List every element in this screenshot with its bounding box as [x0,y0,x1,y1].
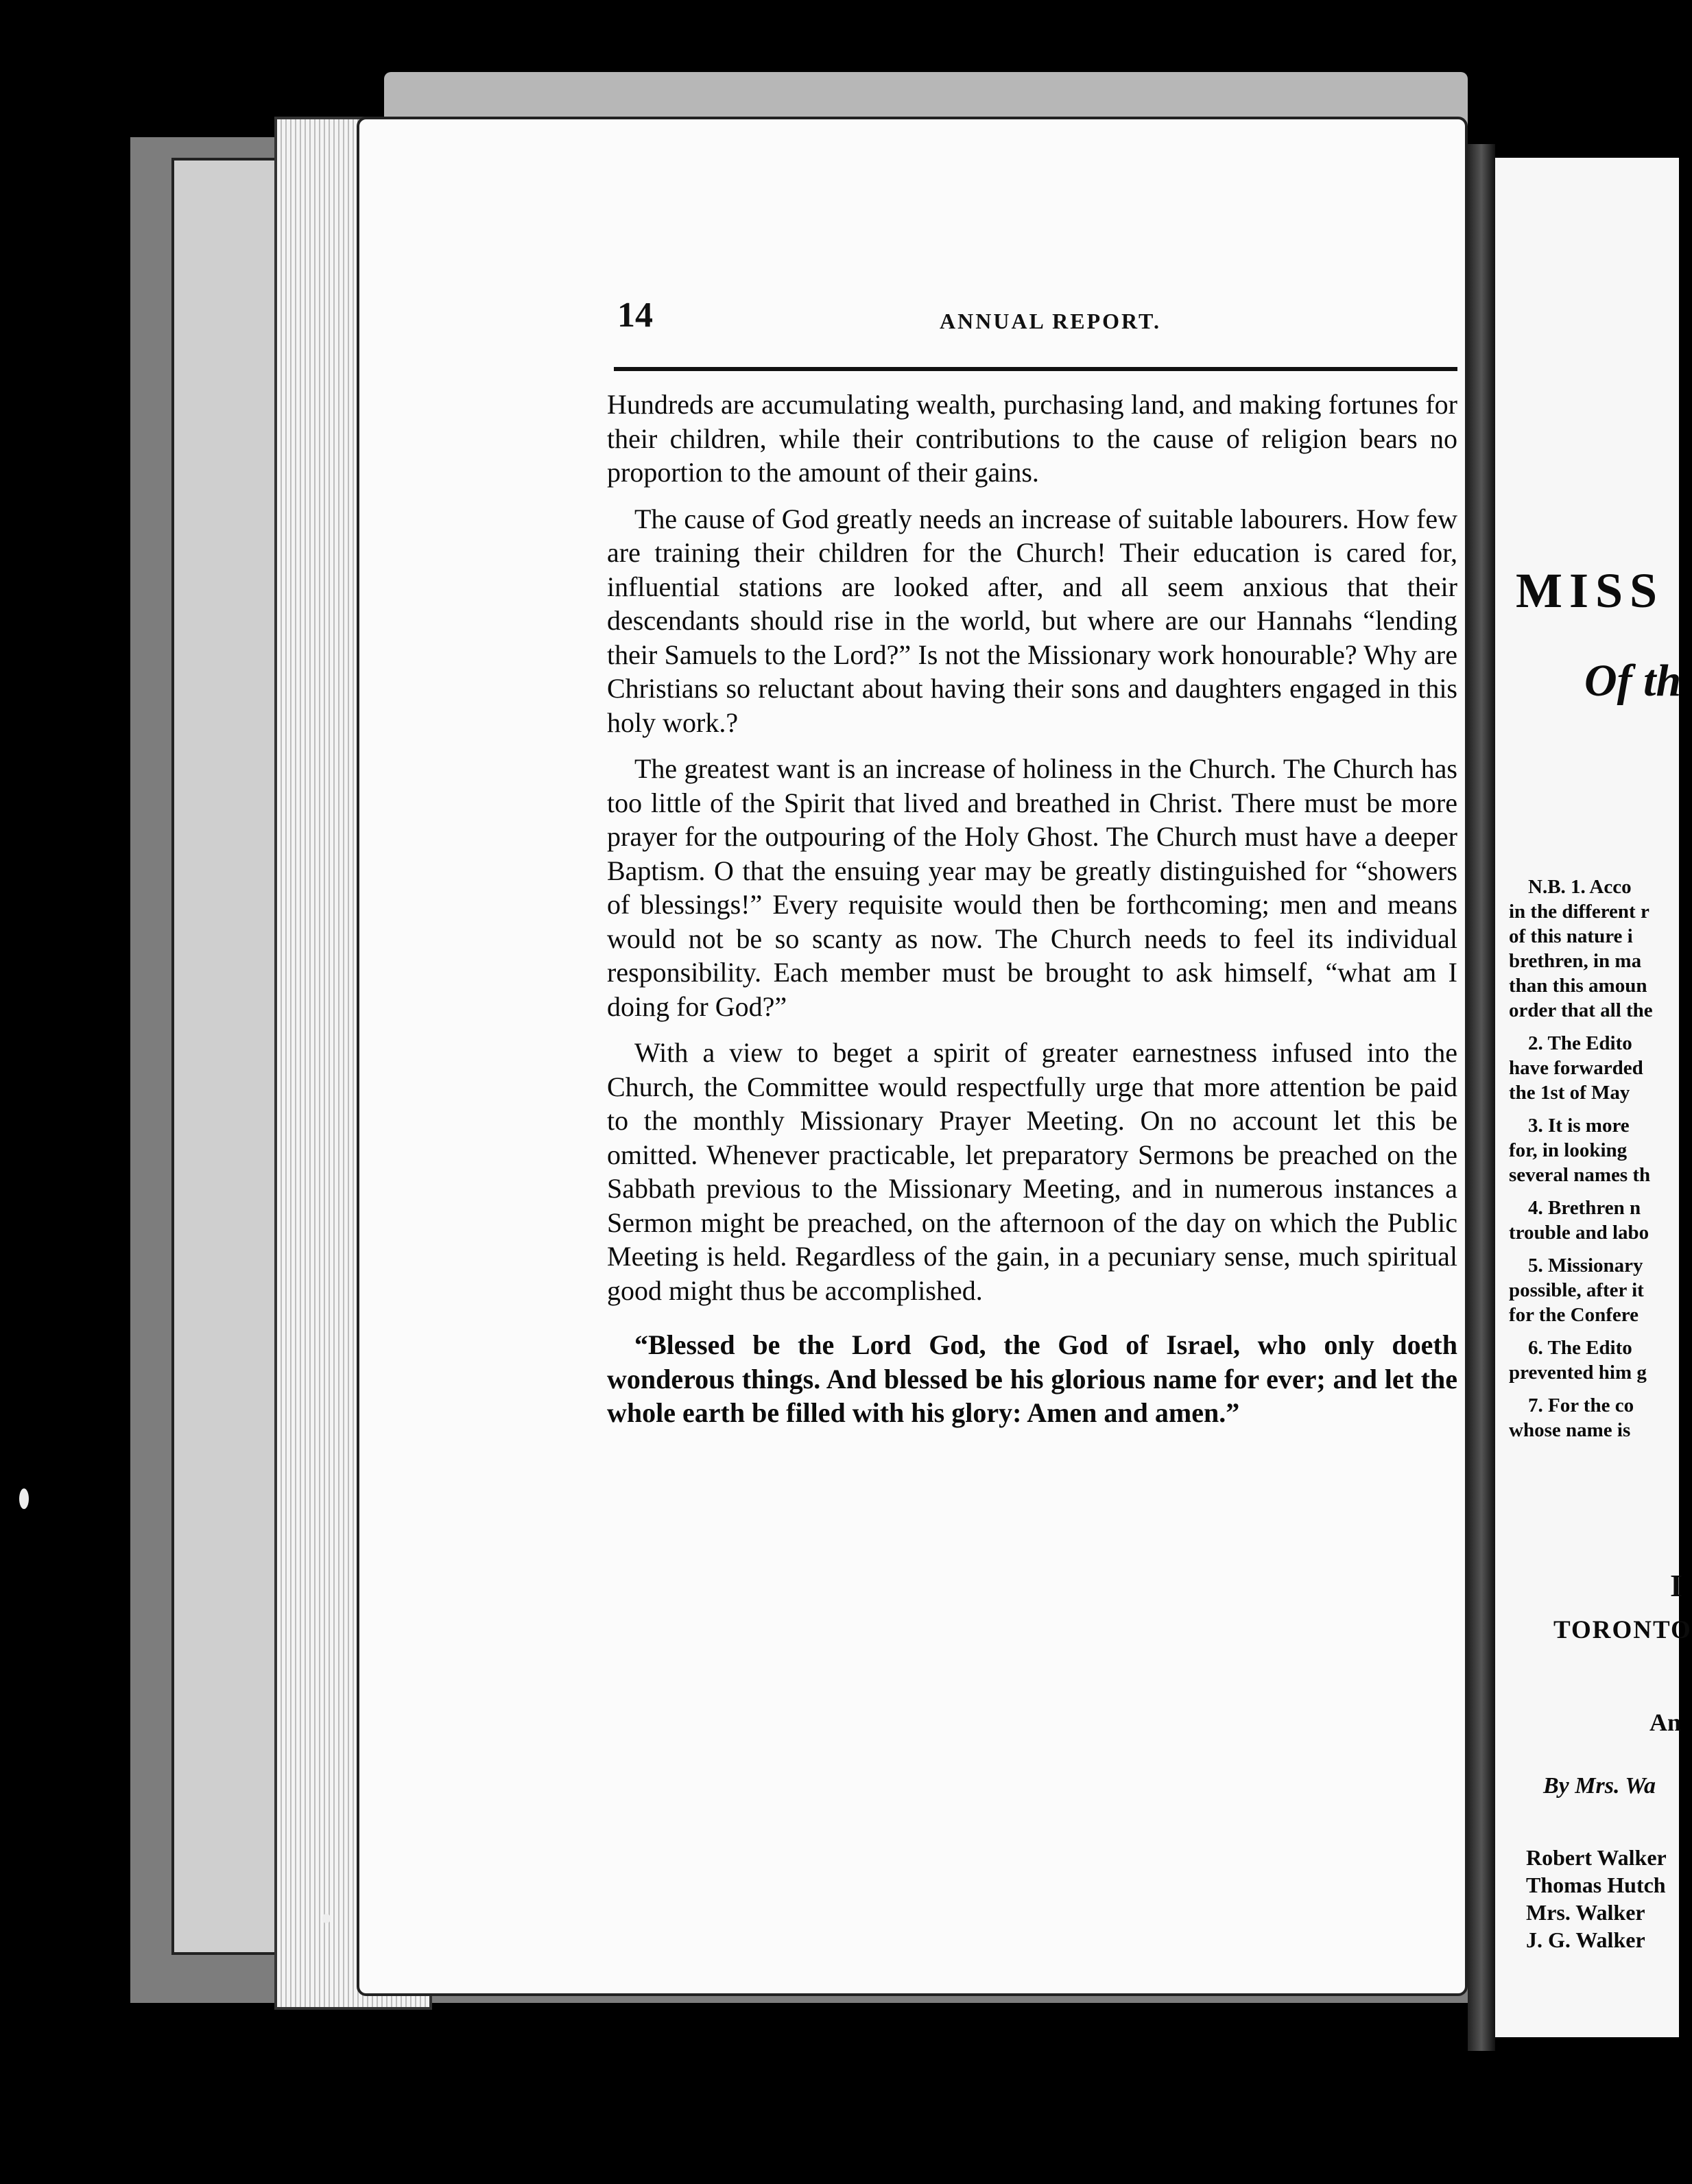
note-line: for, in looking [1509,1139,1628,1161]
note-line: brethren, in ma [1509,950,1642,972]
paragraph: Hundreds are accumulating wealth, purchasing land, and making fortunes for their children, while their contributions to the cause of religion bears no proportion to the amount of their gains. [607,389,1457,488]
note-line: have forwarded [1509,1057,1643,1079]
note-line: 5. Missionary [1528,1255,1643,1277]
name-entry: Mrs. Walker [1526,1900,1645,1925]
note-line: in the different r [1509,901,1649,923]
paragraph: The greatest want is an increase of holiness in the Church. The Church has too little of the Spirit that lived and breathed in Christ. There must be more prayer for the outpouring of the Holy Ghost. The Church must have a deeper Baptism. O that the ensuing year may be greatly distinguished for “showers of blessings!” Every requisite would then be forthcoming; men and means would not be so scanty as now. The Church needs to feel its individual responsibility. Each member must be brought to ask himself, “what am I doing for God?” [607,753,1457,1022]
right-page-byline: By Mrs. Wa [1543,1773,1656,1799]
note-line: 4. Brethren n [1528,1197,1641,1219]
right-page-heading: An [1649,1709,1682,1736]
note-line: 3. It is more [1528,1115,1630,1137]
note-line: of this nature i [1509,925,1633,947]
note-line: the 1st of May [1509,1082,1630,1104]
book-gutter [1468,144,1495,2051]
note-line: possible, after it [1509,1279,1644,1301]
note-line: for the Confere [1509,1304,1639,1326]
note-line: trouble and labo [1509,1222,1649,1244]
name-entry: J. G. Walker [1526,1927,1645,1952]
note-line: order that all the [1509,999,1653,1021]
right-page-names [1526,1844,1667,1954]
note-line: prevented him g [1509,1362,1647,1384]
doxology-paragraph: “Blessed be the Lord God, the God of Israel, who only doeth wonderous things. And blessed be his glorious name for ever; and let the whole earth be filled with his glory: Amen and amen.” [607,1329,1457,1428]
note-line: N.B. 1. Acco [1528,876,1632,898]
name-entry: Thomas Hutch [1526,1873,1666,1897]
note-line: than this amoun [1509,975,1647,997]
paragraph: The cause of God greatly needs an increase of suitable labourers. How few are training their children for the Church! Their education is cared for, influential stations are looked after, and all seem anxious that their descendants should rise in the world, but where are our Hannahs “lending their Samuels to the Lord?” Is not the Missionary work honourable? Why are Christians so reluctant about having their sons and daughters engaged in this holy work.? [607,503,1457,738]
right-page-subtitle: Of th [1584,656,1682,706]
running-head: ANNUAL REPORT. [940,309,1161,333]
note-line: 6. The Edito [1528,1337,1632,1359]
margin-speck [19,1488,29,1509]
page-number: 14 [617,296,653,335]
note-line: 7. For the co [1528,1394,1634,1416]
paragraph: With a view to beget a spirit of greater earnestness infused into the Church, the Committee would respectfully urge that more attention be paid to the monthly Missionary Prayer Meeting. On no account let this be omitted. Whenever practicable, let preparatory Sermons be preached on the Sabbath previous to the Missionary Meeting, and in numerous instances a Sermon might be preached, on the afternoon of the day on which the Public Meeting is held. Regardless of the gain, in a pecuniary sense, much spiritual good might thus be accomplished. [607,1037,1457,1306]
header-rule [614,367,1457,371]
right-page-notes [1509,875,1653,1443]
note-line: 2. The Edito [1528,1032,1632,1054]
report-body [607,388,1457,1443]
right-page-title: MISS [1516,563,1665,618]
name-entry: Robert Walker [1526,1845,1667,1870]
note-line: whose name is [1509,1419,1631,1441]
margin-speck [322,1914,331,1923]
right-page-city: TORONTO [1553,1616,1692,1644]
note-line: several names th [1509,1164,1651,1186]
right-page-numeral: I [1670,1568,1682,1603]
